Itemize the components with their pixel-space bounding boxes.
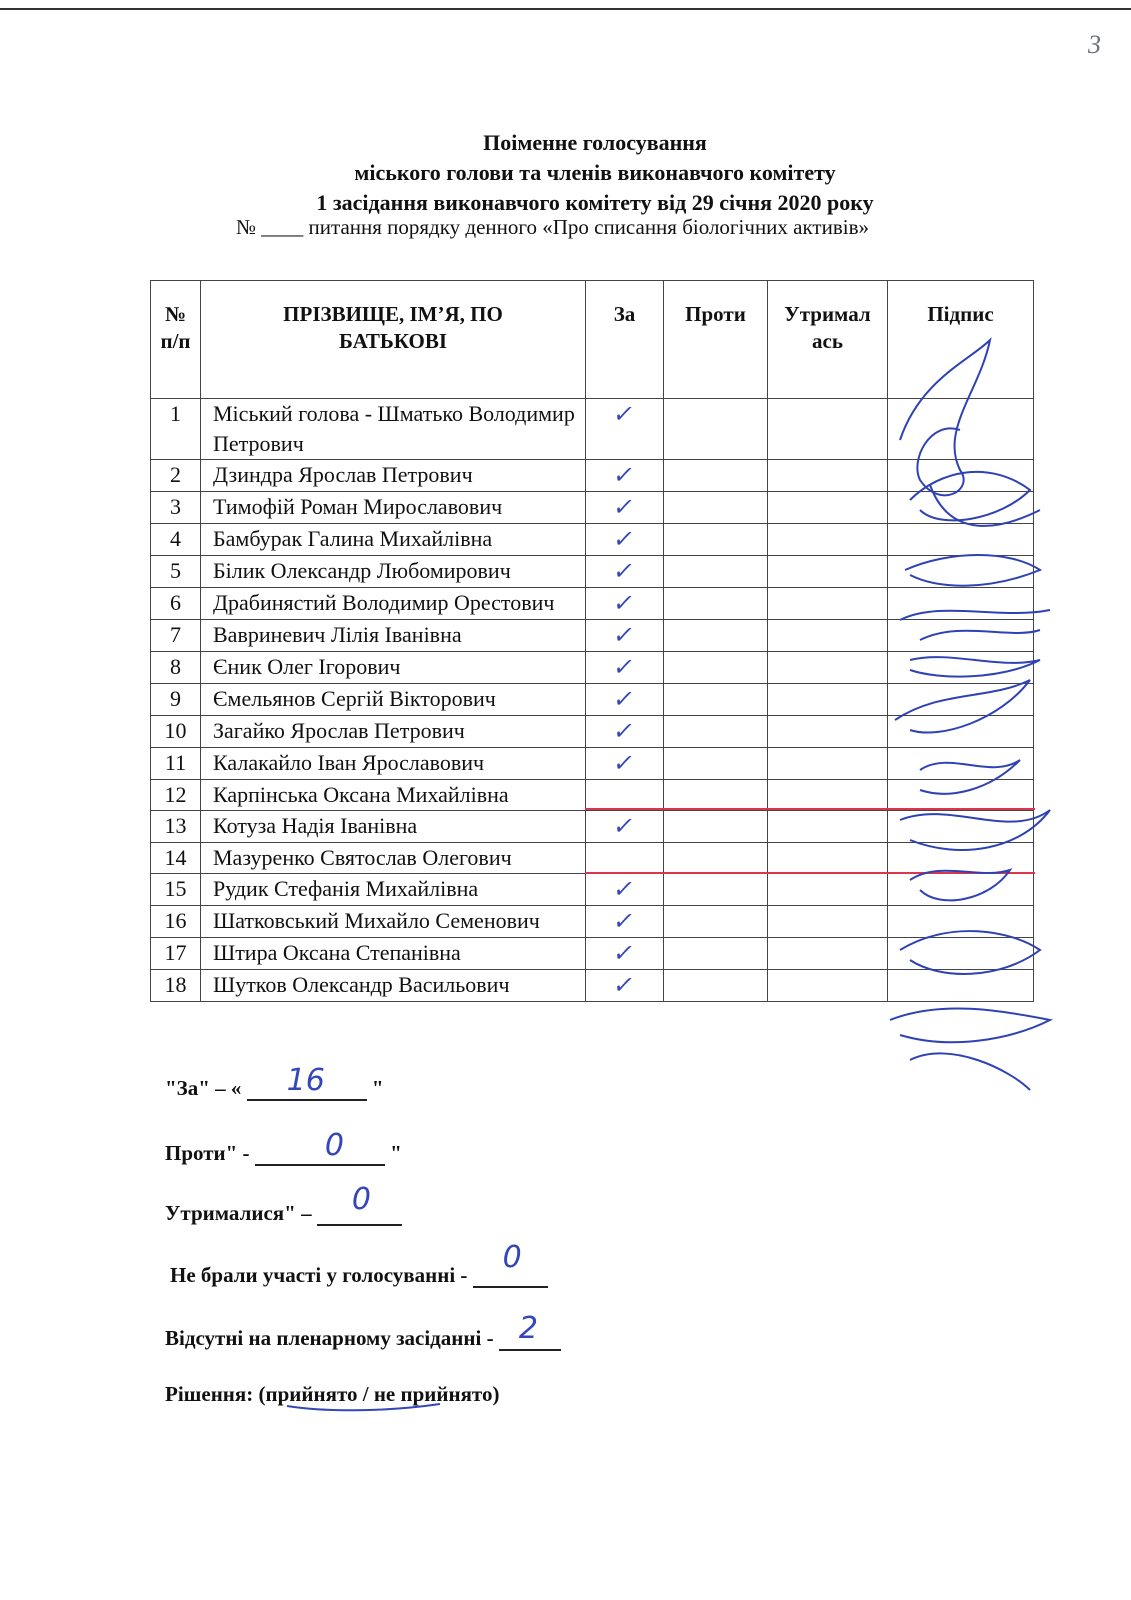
- row-proty: [664, 843, 768, 874]
- table-row: [151, 938, 1034, 970]
- row-proty: [664, 556, 768, 588]
- row-name: Вавриневич Лілія Іванівна: [201, 620, 586, 652]
- row-za: [586, 399, 664, 460]
- row-name: Калакайло Іван Ярославович: [201, 748, 586, 780]
- row-za: [586, 938, 664, 970]
- row-number: 9: [151, 684, 201, 716]
- checkmark-icon: ✓: [611, 812, 638, 840]
- checkmark-icon: ✓: [611, 557, 638, 585]
- row-number: 16: [151, 906, 201, 938]
- row-za: [586, 970, 664, 1002]
- row-number: 17: [151, 938, 201, 970]
- row-number: 11: [151, 748, 201, 780]
- row-sign: [888, 970, 1034, 1002]
- checkmark-icon: ✓: [611, 939, 638, 967]
- table-row: [151, 684, 1034, 716]
- total-utrym: Утрималися" – 0: [165, 1200, 402, 1226]
- header-utrym: Утрималась: [768, 281, 888, 399]
- header-subtitle: міського голови та членів виконавчого комітету: [354, 160, 836, 185]
- checkmark-icon: ✓: [611, 907, 638, 935]
- table-row: [151, 399, 1034, 460]
- total-za: "За" – « 16 ": [165, 1063, 384, 1100]
- row-proty: [664, 780, 768, 811]
- row-utrym: [768, 780, 888, 811]
- row-proty: [664, 748, 768, 780]
- row-utrym: [768, 938, 888, 970]
- row-za: [586, 716, 664, 748]
- row-name: Тимофій Роман Мирославович: [201, 492, 586, 524]
- table-row: [151, 588, 1034, 620]
- row-za: [586, 460, 664, 492]
- row-proty: [664, 460, 768, 492]
- row-name: Ємельянов Сергій Вікторович: [201, 684, 586, 716]
- row-utrym: [768, 748, 888, 780]
- row-name: Єник Олег Ігорович: [201, 652, 586, 684]
- row-proty: [664, 811, 768, 843]
- row-number: 4: [151, 524, 201, 556]
- table-row: [151, 716, 1034, 748]
- row-sign: [888, 399, 1034, 460]
- row-za: [586, 780, 664, 811]
- row-number: 15: [151, 874, 201, 906]
- row-sign: [888, 811, 1034, 843]
- document-header: [150, 128, 1040, 218]
- vidsutni-blank: [499, 1311, 561, 1351]
- row-number: 5: [151, 556, 201, 588]
- row-sign: [888, 556, 1034, 588]
- table-row: [151, 780, 1034, 811]
- row-sign: [888, 492, 1034, 524]
- row-utrym: [768, 492, 888, 524]
- checkmark-icon: ✓: [611, 589, 638, 617]
- checkmark-icon: ✓: [611, 461, 638, 489]
- voting-table: [150, 280, 1034, 1002]
- row-name: Мазуренко Святослав Олегович: [201, 843, 586, 874]
- row-sign: [888, 652, 1034, 684]
- table-row: [151, 748, 1034, 780]
- utrym-handwritten-value: 0: [351, 1182, 371, 1217]
- row-number: 1: [151, 399, 201, 460]
- utrym-blank: [317, 1182, 402, 1226]
- row-number: 3: [151, 492, 201, 524]
- ne-braly-handwritten-value: 0: [502, 1240, 522, 1275]
- row-proty: [664, 524, 768, 556]
- row-sign: [888, 874, 1034, 906]
- row-proty: [664, 716, 768, 748]
- row-number: 2: [151, 460, 201, 492]
- checkmark-icon: ✓: [611, 971, 638, 999]
- row-za: [586, 906, 664, 938]
- row-sign: [888, 620, 1034, 652]
- row-za: [586, 588, 664, 620]
- row-za: [586, 556, 664, 588]
- total-vidsutni: Відсутні на пленарному засіданні - 2: [165, 1325, 561, 1351]
- row-name: Загайко Ярослав Петрович: [201, 716, 586, 748]
- row-proty: [664, 906, 768, 938]
- checkmark-icon: ✓: [611, 685, 638, 713]
- row-utrym: [768, 588, 888, 620]
- za-handwritten-value: 16: [286, 1063, 325, 1098]
- row-name: Штира Оксана Степанівна: [201, 938, 586, 970]
- row-sign: [888, 906, 1034, 938]
- row-number: 12: [151, 780, 201, 811]
- table-row: [151, 652, 1034, 684]
- table-row: [151, 556, 1034, 588]
- row-name: Котуза Надія Іванівна: [201, 811, 586, 843]
- row-utrym: [768, 524, 888, 556]
- decision-underline-mark: [285, 1400, 445, 1414]
- row-utrym: [768, 684, 888, 716]
- header-za: За: [586, 281, 664, 399]
- table-row: [151, 492, 1034, 524]
- row-utrym: [768, 399, 888, 460]
- row-number: 14: [151, 843, 201, 874]
- table-row: [151, 843, 1034, 874]
- table-row: [151, 620, 1034, 652]
- row-sign: [888, 843, 1034, 874]
- header-sign: Підпис: [888, 281, 1034, 399]
- checkmark-icon: ✓: [611, 653, 638, 681]
- row-utrym: [768, 970, 888, 1002]
- table-row: [151, 524, 1034, 556]
- row-za: [586, 684, 664, 716]
- row-sign: [888, 524, 1034, 556]
- row-sign: [888, 684, 1034, 716]
- page-number: 3: [1088, 30, 1101, 59]
- ne-braly-blank: [473, 1240, 548, 1288]
- row-sign: [888, 460, 1034, 492]
- strike-line-row-12: [585, 808, 1035, 810]
- row-proty: [664, 970, 768, 1002]
- row-number: 8: [151, 652, 201, 684]
- row-za: [586, 620, 664, 652]
- checkmark-icon: ✓: [611, 400, 638, 428]
- row-utrym: [768, 460, 888, 492]
- row-utrym: [768, 874, 888, 906]
- row-sign: [888, 716, 1034, 748]
- row-name: Рудик Стефанія Михайлівна: [201, 874, 586, 906]
- row-sign: [888, 748, 1034, 780]
- header-name: ПРІЗВИЩЕ, ІМ’Я, ПО БАТЬКОВІ: [201, 281, 586, 399]
- header-proty: Проти: [664, 281, 768, 399]
- row-number: 10: [151, 716, 201, 748]
- checkmark-icon: ✓: [611, 749, 638, 777]
- row-utrym: [768, 652, 888, 684]
- vidsutni-handwritten-value: 2: [518, 1311, 538, 1346]
- row-za: [586, 811, 664, 843]
- row-name: Бамбурак Галина Михайлівна: [201, 524, 586, 556]
- row-sign: [888, 938, 1034, 970]
- row-za: [586, 492, 664, 524]
- row-number: 6: [151, 588, 201, 620]
- top-border-line: [0, 8, 1131, 10]
- row-proty: [664, 588, 768, 620]
- row-proty: [664, 652, 768, 684]
- total-proty: Проти" - 0 ": [165, 1128, 402, 1165]
- table-row: [151, 906, 1034, 938]
- row-number: 7: [151, 620, 201, 652]
- table-row: [151, 811, 1034, 843]
- row-proty: [664, 620, 768, 652]
- total-ne-braly: Не брали участі у голосуванні - 0: [170, 1262, 548, 1288]
- header-title: Поіменне голосування: [483, 130, 707, 155]
- row-sign: [888, 588, 1034, 620]
- row-sign: [888, 780, 1034, 811]
- table-row: [151, 970, 1034, 1002]
- row-name: Шатковський Михайло Семенович: [201, 906, 586, 938]
- checkmark-icon: ✓: [611, 525, 638, 553]
- strike-line-row-14: [585, 872, 1035, 874]
- row-utrym: [768, 716, 888, 748]
- row-utrym: [768, 843, 888, 874]
- row-proty: [664, 399, 768, 460]
- row-name: Шутков Олександр Васильович: [201, 970, 586, 1002]
- row-name: Драбинястий Володимир Орестович: [201, 588, 586, 620]
- row-name: Білик Олександр Любомирович: [201, 556, 586, 588]
- agenda-question: № ____ питання порядку денного «Про списання біологічних активів»: [236, 215, 869, 239]
- row-name: Карпінська Оксана Михайлівна: [201, 780, 586, 811]
- row-proty: [664, 492, 768, 524]
- row-proty: [664, 874, 768, 906]
- decision-line: Рішення: (прийнято / не прийнято): [165, 1382, 500, 1406]
- row-proty: [664, 938, 768, 970]
- row-utrym: [768, 620, 888, 652]
- header-meeting: 1 засідання виконавчого комітету від 29 січня 2020 року: [316, 190, 874, 215]
- checkmark-icon: ✓: [611, 621, 638, 649]
- table-row: [151, 460, 1034, 492]
- proty-handwritten-value: 0: [324, 1128, 344, 1163]
- row-za: [586, 524, 664, 556]
- checkmark-icon: ✓: [611, 717, 638, 745]
- row-number: 18: [151, 970, 201, 1002]
- row-proty: [664, 684, 768, 716]
- header-num: № п/п: [151, 281, 201, 399]
- row-name: Дзиндра Ярослав Петрович: [201, 460, 586, 492]
- row-utrym: [768, 906, 888, 938]
- table-row: [151, 874, 1034, 906]
- row-name: Міський голова - Шматько Володимир Петрович: [201, 399, 586, 460]
- row-za: [586, 843, 664, 874]
- row-number: 13: [151, 811, 201, 843]
- row-utrym: [768, 556, 888, 588]
- row-za: [586, 652, 664, 684]
- checkmark-icon: ✓: [611, 493, 638, 521]
- row-za: [586, 748, 664, 780]
- checkmark-icon: ✓: [611, 875, 638, 903]
- row-utrym: [768, 811, 888, 843]
- row-za: [586, 874, 664, 906]
